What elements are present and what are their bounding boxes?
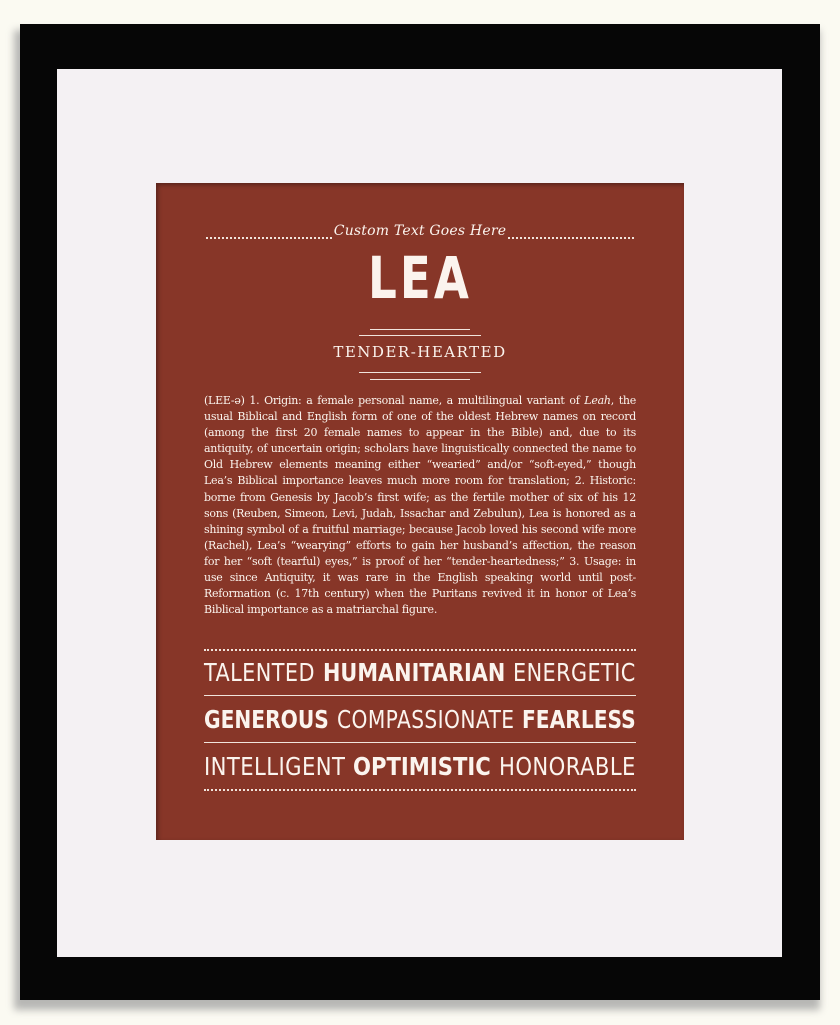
pronunciation: (LEE-ə): [204, 394, 245, 407]
rule-top-long: [359, 335, 481, 336]
description-body: , the usual Biblical and English form of one of the oldest Hebrew names on record (among the first 20 female names to appear in the Bible) and, due to its antiquity, of uncertain origin; scholars have linguistically connected the name to Old Hebrew elements meaning either “wearied” and/or “soft-eyed,” though Lea’s Biblical importance leaves much more room for translation; 2. Historic: borne from Genesis by Jacob’s first wife; as the fertile mother of six of his 12 sons (Reuben, Simeon, Levi, Judah, Issachar and Zebulun), Lea is honored as a shining symbol of a fruitful marriage; because Jacob loved his second wife more (Rachel), Lea’s “wearying” efforts to gain her husband’s affection, the reason for her “soft (tearful) eyes,” is proof of her “tender-heartedness;” 3. Usage: in use since Antiquity, it was rare in the English speaking world until post-Reformation (c. 17th century) when the Puritans revived it in honor of Lea’s Biblical importance as a matriarchal figure.: [204, 394, 637, 617]
trait-word: GENEROUS: [204, 705, 329, 734]
trait-word: HUMANITARIAN: [322, 658, 506, 687]
name-heading: LEA: [367, 244, 473, 312]
trait-word: ENERGETIC: [513, 658, 636, 687]
name-description: [204, 393, 636, 618]
rule-top-short: [370, 329, 470, 330]
traits-divider: [204, 742, 636, 743]
dotted-divider-traits-bottom: [204, 789, 636, 791]
rule-bottom-long: [359, 372, 481, 373]
trait-word: HONORABLE: [499, 752, 636, 781]
name-art-print: [156, 183, 684, 840]
traits-row: [204, 754, 636, 779]
traits-row: [204, 660, 636, 685]
name-meaning: TENDER-HEARTED: [333, 343, 507, 361]
custom-text: Custom Text Goes Here: [333, 223, 507, 239]
trait-word: OPTIMISTIC: [353, 752, 492, 781]
dotted-divider-traits-top: [204, 649, 636, 651]
trait-word: COMPASSIONATE: [336, 705, 515, 734]
traits-divider: [204, 695, 636, 696]
description-origin: 1. Origin: a female personal name, a multilingual variant of: [249, 394, 580, 407]
variant-name: Leah: [584, 394, 611, 407]
traits-row: [204, 707, 636, 732]
trait-word: FEARLESS: [522, 705, 636, 734]
trait-word: INTELLIGENT: [204, 752, 346, 781]
trait-word: TALENTED: [204, 658, 315, 687]
rule-bottom-short: [370, 379, 470, 380]
